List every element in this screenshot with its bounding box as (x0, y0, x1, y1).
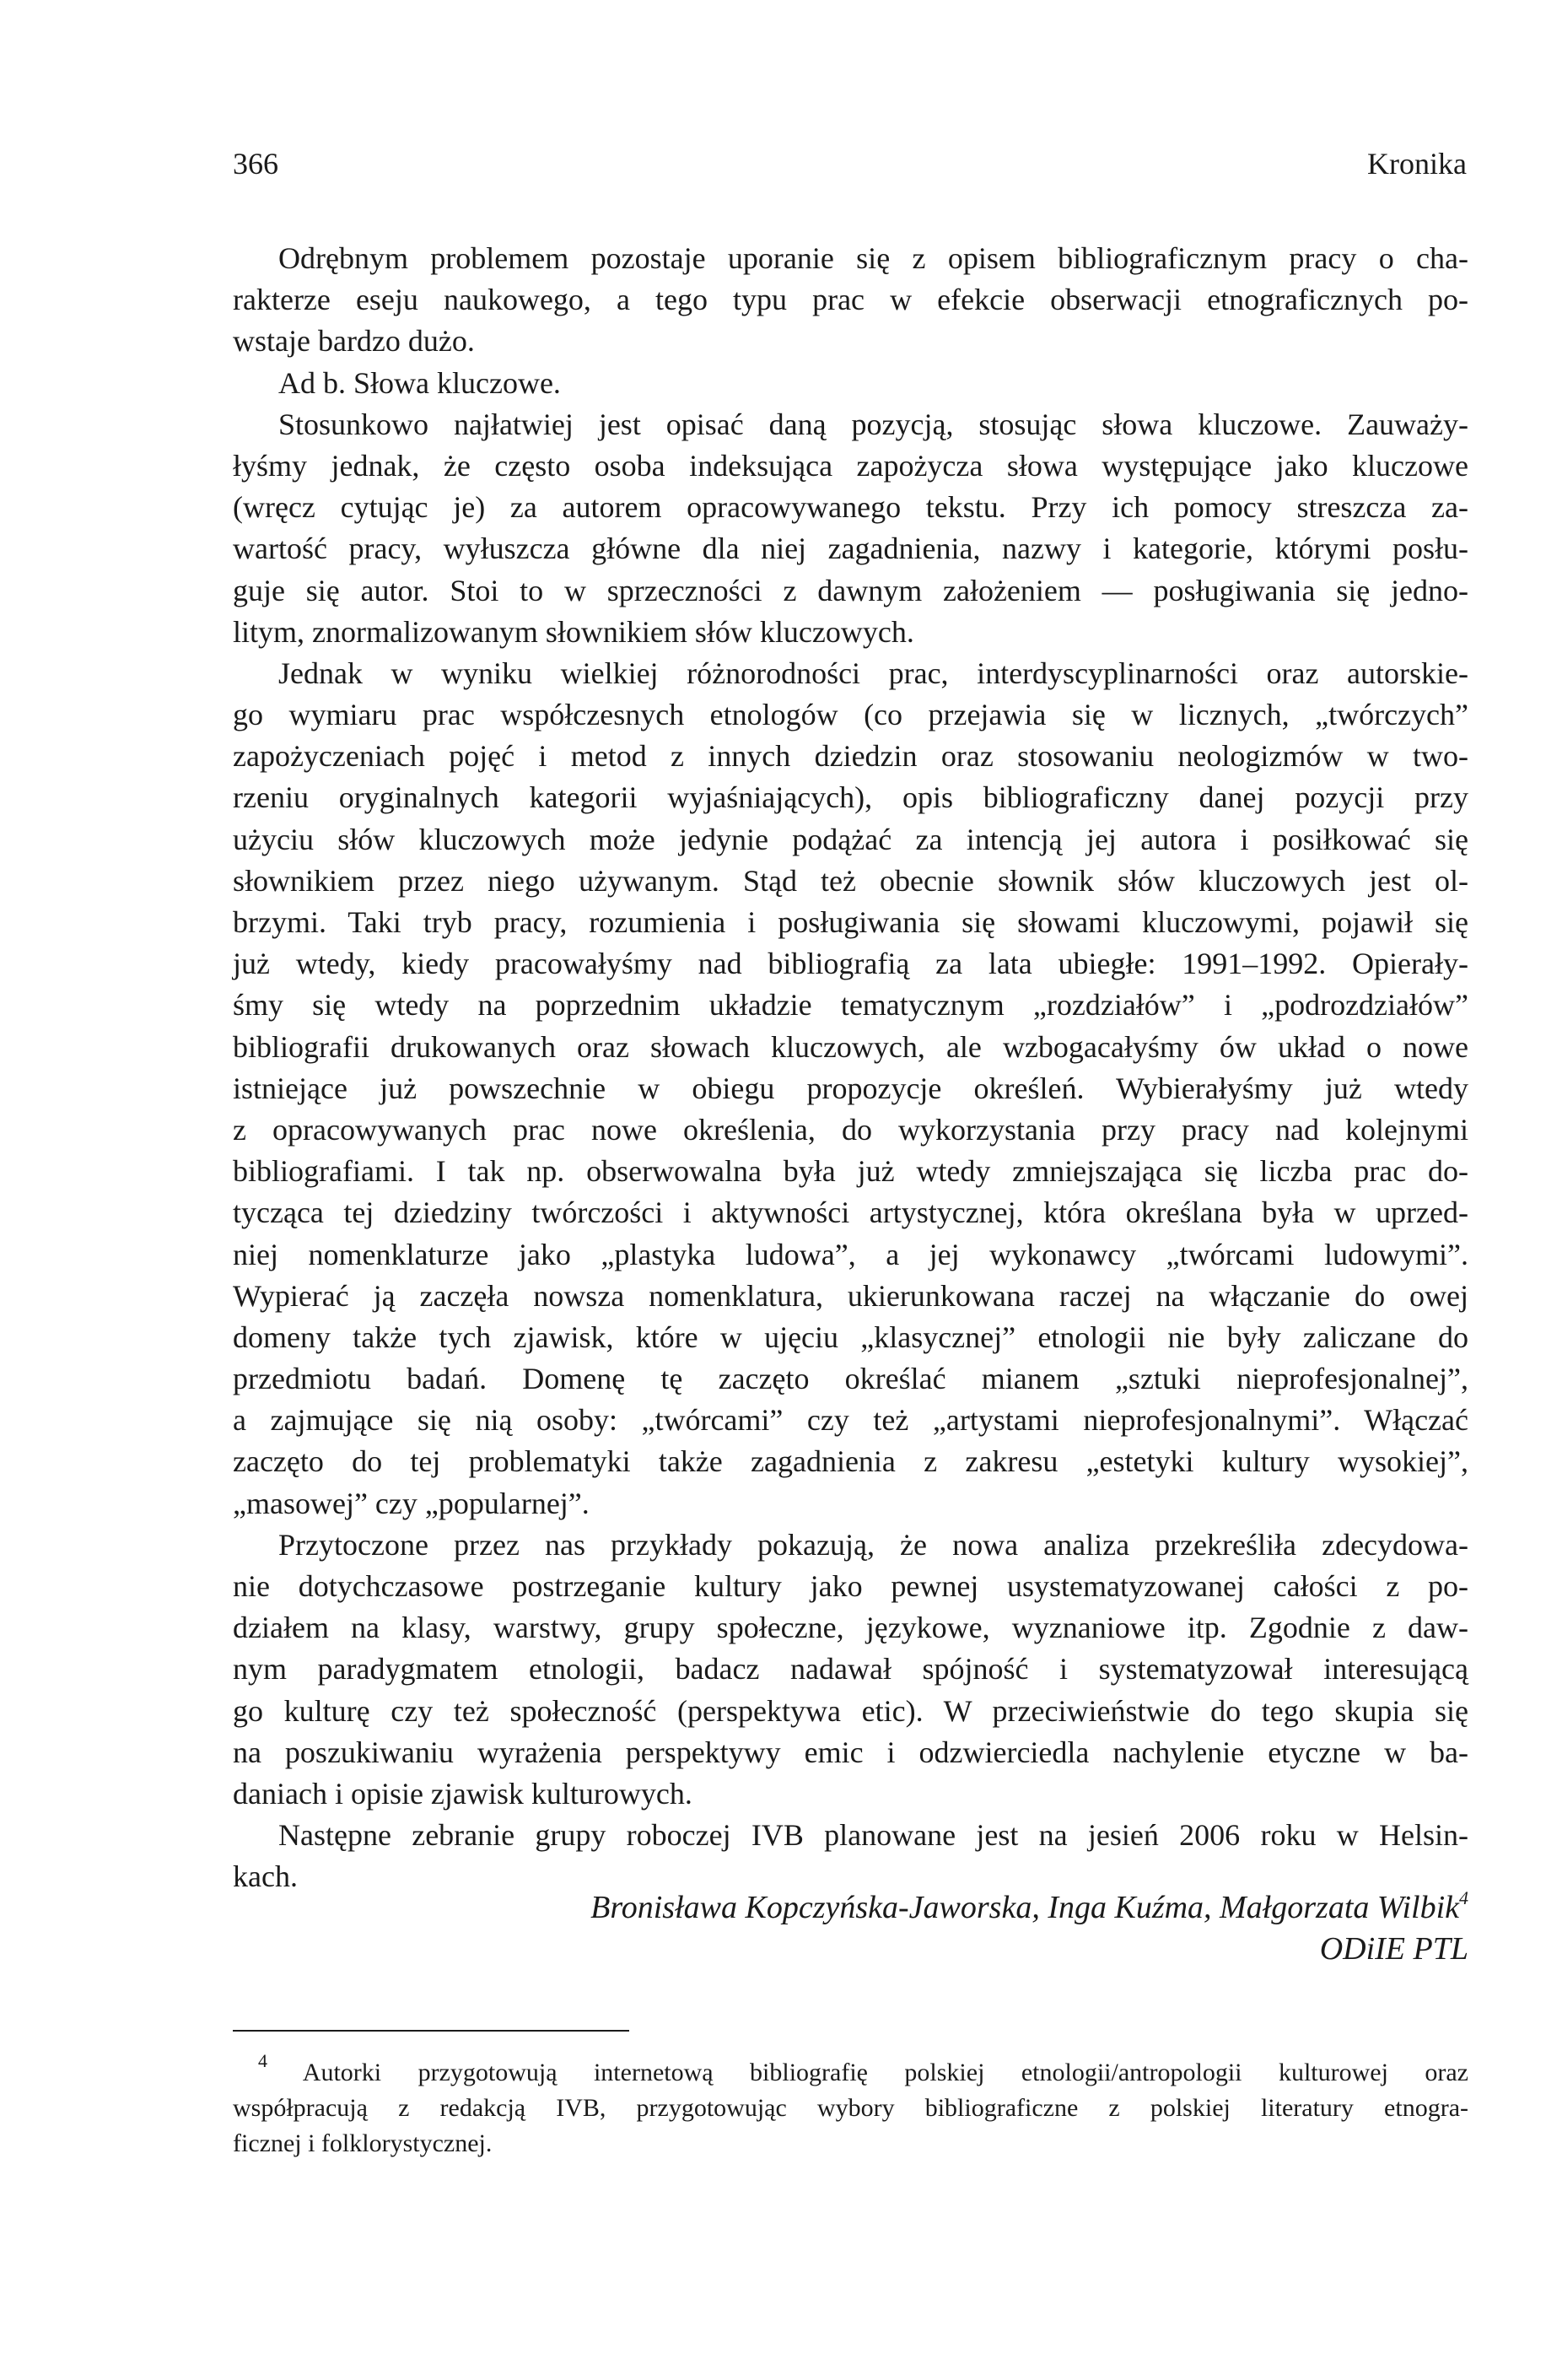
footnote-reference: 4 (1459, 1887, 1468, 1908)
running-head: Kronika (1367, 147, 1467, 181)
text-line: domeny także tych zjawisk, które w ujęciu „klasycznej” etnologii nie były zaliczane do (233, 1320, 1468, 1354)
text-line: niej nomenklaturze jako „plastyka ludowa”, a jej wykonawcy „twórcami ludowymi”. (233, 1237, 1468, 1271)
text-line: nie dotychczasowe postrzeganie kultury jako pewnej usystematyzowanej całości z po- (233, 1569, 1468, 1603)
text-line: działem na klasy, warstwy, grupy społeczne, językowe, wyznaniowe itp. Zgodnie z daw- (233, 1611, 1468, 1645)
text-line: nym paradygmatem etnologii, badacz nadawał spójność i systematyzował interesującą (233, 1652, 1468, 1687)
text-line: kach. (233, 1859, 298, 1894)
text-line: przedmiotu badań. Domenę tę zaczęto określać mianem „sztuki nieprofesjonalnej”, (233, 1362, 1468, 1396)
text-line: bibliografiami. I tak np. obserwowalna była już wtedy zmniejszająca się liczba prac do- (233, 1154, 1468, 1189)
article-body (233, 238, 1468, 1898)
text-line: brzymi. Taki tryb pracy, rozumienia i posługiwania się słowami kluczowymi, pojawił się (233, 905, 1468, 939)
text-line: na poszukiwaniu wyrażenia perspektywy emic i odzwierciedla nachylenie etyczne w ba- (233, 1735, 1468, 1769)
text-line: rzeniu oryginalnych kategorii wyjaśniających), opis bibliograficzny danej pozycji przy (233, 780, 1468, 815)
footnote-line: współpracują z redakcją IVB, przygotowując wybory bibliograficzne z polskiej literatury etnogra- (233, 2094, 1468, 2122)
text-line: Wypierać ją zaczęła nowsza nomenklatura, ukierunkowana raczej na włączanie do owej (233, 1278, 1468, 1313)
text-line: bibliografii drukowanych oraz słowach kluczowych, ale wzbogacałyśmy ów układ o nowe (233, 1029, 1468, 1064)
text-line: a zajmujące się nią osoby: „twórcami” czy też „artystami nieprofesjonalnymi”. Włączać (233, 1403, 1468, 1438)
text-line: łyśmy jednak, że często osoba indeksująca zapożycza słowa występujące jako kluczowe (233, 448, 1468, 483)
text-line: wstaje bardzo dużo. (233, 324, 475, 359)
text-line: Odrębnym problemem pozostaje uporanie się z opisem bibliograficznym pracy o cha- (278, 241, 1468, 275)
text-line: śmy się wtedy na poprzednim układzie tematycznym „rozdziałów” i „podrozdziałów” (233, 988, 1468, 1023)
signature-authors: Bronisława Kopczyńska-Jaworska, Inga Kuźma, Małgorzata Wilbik (590, 1890, 1459, 1925)
footnote (233, 2050, 1468, 2161)
footnote-text: Autorki przygotowują internetową bibliografię polskiej etnologii/antropologii kulturowej oraz (302, 2059, 1468, 2086)
text-line: tycząca tej dziedziny twórczości i aktywności artystycznej, która określana była w uprzed- (233, 1195, 1468, 1230)
text-line: Przytoczone przez nas przykłady pokazują, że nowa analiza przekreśliła zdecydowa- (278, 1527, 1468, 1562)
text-line: użyciu słów kluczowych może jedynie podążać za intencją jej autora i posiłkować się (233, 822, 1468, 856)
footnote-number: 4 (258, 2050, 267, 2071)
signature-authors-line (233, 1887, 1468, 1929)
footnote-separator (233, 2030, 629, 2032)
text-line: z opracowywanych prac nowe określenia, do wykorzystania przy pracy nad kolejnymi (233, 1112, 1468, 1147)
footnote-line (233, 2050, 1468, 2091)
text-line: daniach i opisie zjawisk kulturowych. (233, 1776, 692, 1811)
text-line: istniejące już powszechnie w obiegu propozycje określeń. Wybierałyśmy już wtedy (233, 1071, 1468, 1105)
signature (233, 1887, 1468, 1970)
text-line: wartość pracy, wyłuszcza główne dla niej zagadnienia, nazwy i kategorie, którymi posłu- (233, 532, 1468, 566)
text-line: go kulturę czy też społeczność (perspektywa etic). W przeciwieństwie do tego skupia się (233, 1693, 1468, 1728)
text-line: Następne zebranie grupy roboczej IVB planowane jest na jesień 2006 roku w Helsin- (278, 1818, 1468, 1853)
text-line: Stosunkowo najłatwiej jest opisać daną pozycją, stosując słowa kluczowe. Zauważy- (278, 407, 1468, 441)
text-line: słownikiem przez niego używanym. Stąd też obecnie słownik słów kluczowych jest ol- (233, 863, 1468, 898)
text-line: go wymiaru prac współczesnych etnologów (co przejawia się w licznych, „twórczych” (233, 698, 1468, 732)
text-line: zaczęto do tej problematyki także zagadnienia z zakresu „estetyki kultury wysokiej”, (233, 1444, 1468, 1479)
text-line: Ad b. Słowa kluczowe. (278, 365, 561, 400)
text-line: guje się autor. Stoi to w sprzeczności z dawnym założeniem — posługiwania się jedno- (233, 573, 1468, 607)
text-line: „masowej” czy „popularnej”. (233, 1486, 590, 1520)
text-line: (wręcz cytując je) za autorem opracowywanego tekstu. Przy ich pomocy streszcza za- (233, 490, 1468, 525)
text-line: rakterze eseju naukowego, a tego typu prac w efekcie obserwacji etnograficznych po- (233, 283, 1468, 317)
text-line: litym, znormalizowanym słownikiem słów kluczowych. (233, 614, 914, 649)
page-number: 366 (233, 147, 278, 181)
signature-institution: ODiIE PTL (1319, 1931, 1468, 1967)
text-line: już wtedy, kiedy pracowałyśmy nad bibliografią za lata ubiegłe: 1991–1992. Opierały- (233, 947, 1468, 981)
footnote-line: ficznej i folklorystycznej. (233, 2129, 493, 2157)
text-line: Jednak w wyniku wielkiej różnorodności prac, interdyscyplinarności oraz autorskie- (278, 656, 1468, 690)
text-line: zapożyczeniach pojęć i metod z innych dziedzin oraz stosowaniu neologizmów w two- (233, 739, 1468, 774)
